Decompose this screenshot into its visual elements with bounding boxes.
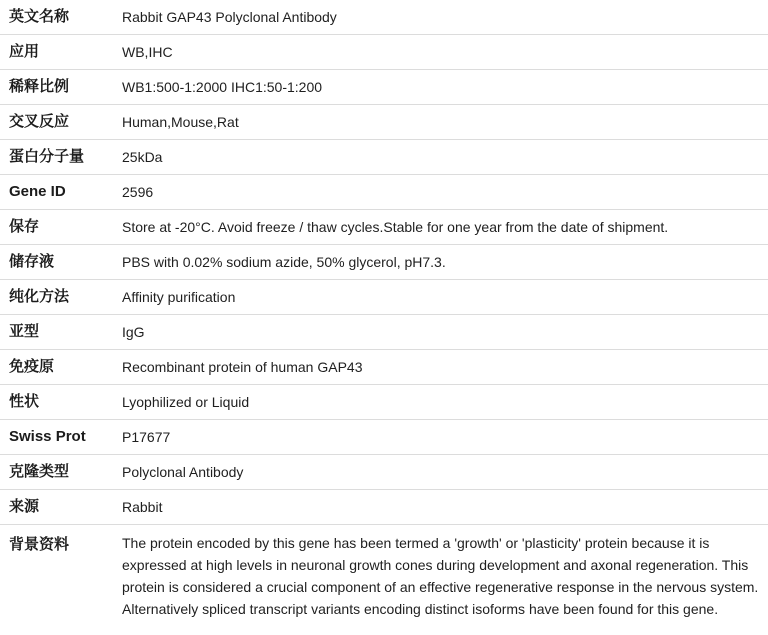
table-row-purification-method	[0, 280, 768, 315]
table-row-immunogen	[0, 350, 768, 385]
row-label: 背景资料	[9, 536, 70, 553]
table-row-clonality	[0, 455, 768, 490]
row-value: IgG	[122, 324, 145, 340]
row-value: Polyclonal Antibody	[122, 464, 244, 480]
row-label: 蛋白分子量	[9, 148, 85, 165]
row-value: Human,Mouse,Rat	[122, 114, 239, 130]
row-label: 保存	[9, 218, 40, 235]
table-row-dilution-ratio	[0, 70, 768, 105]
row-value: The protein encoded by this gene has been termed a 'growth' or 'plasticity' protein because it is expressed at high levels in neuronal growth cones during development and axonal regeneration. This protein is considered a crucial component of an effective regenerative response in the nervous system. Alternatively spliced transcript variants encoding distinct isoforms have been found for this gene.	[122, 535, 759, 617]
row-value: P17677	[122, 429, 171, 445]
row-value: Store at -20°C. Avoid freeze / thaw cycles.Stable for one year from the date of shipment.	[122, 219, 669, 235]
table-row-storage-buffer	[0, 245, 768, 280]
table-row-cross-reactivity	[0, 105, 768, 140]
table-row-form	[0, 385, 768, 420]
row-value: Rabbit	[122, 499, 163, 515]
table-row-gene-id	[0, 175, 768, 210]
row-label: 纯化方法	[9, 288, 70, 305]
row-value: Lyophilized or Liquid	[122, 394, 250, 410]
row-value: PBS with 0.02% sodium azide, 50% glycerol, pH7.3.	[122, 254, 446, 270]
table-row-isotype	[0, 315, 768, 350]
row-label: 来源	[9, 498, 40, 515]
row-label: 应用	[9, 43, 40, 60]
row-label: 克隆类型	[9, 463, 70, 480]
row-label: 英文名称	[9, 8, 70, 25]
row-value: 25kDa	[122, 149, 163, 165]
row-label: 性状	[9, 393, 40, 410]
table-row-background-info	[0, 525, 768, 626]
row-label: Swiss Prot	[9, 428, 86, 445]
row-value: WB,IHC	[122, 44, 173, 60]
table-row-english-name	[0, 0, 768, 35]
table-row-host	[0, 490, 768, 525]
row-value: WB1:500-1:2000 IHC1:50-1:200	[122, 79, 323, 95]
table-row-swiss-prot	[0, 420, 768, 455]
table-row-application	[0, 35, 768, 70]
row-label: 稀释比例	[9, 78, 70, 95]
row-value: 2596	[122, 184, 154, 200]
row-value: Rabbit GAP43 Polyclonal Antibody	[122, 9, 337, 25]
row-label: 亚型	[9, 323, 40, 340]
row-label: Gene ID	[9, 183, 66, 200]
row-label: 交叉反应	[9, 113, 70, 130]
row-value: Affinity purification	[122, 289, 236, 305]
row-label: 免疫原	[9, 358, 55, 375]
row-value: Recombinant protein of human GAP43	[122, 359, 363, 375]
table-row-molecular-weight	[0, 140, 768, 175]
table-row-storage	[0, 210, 768, 245]
row-label: 储存液	[9, 253, 55, 270]
